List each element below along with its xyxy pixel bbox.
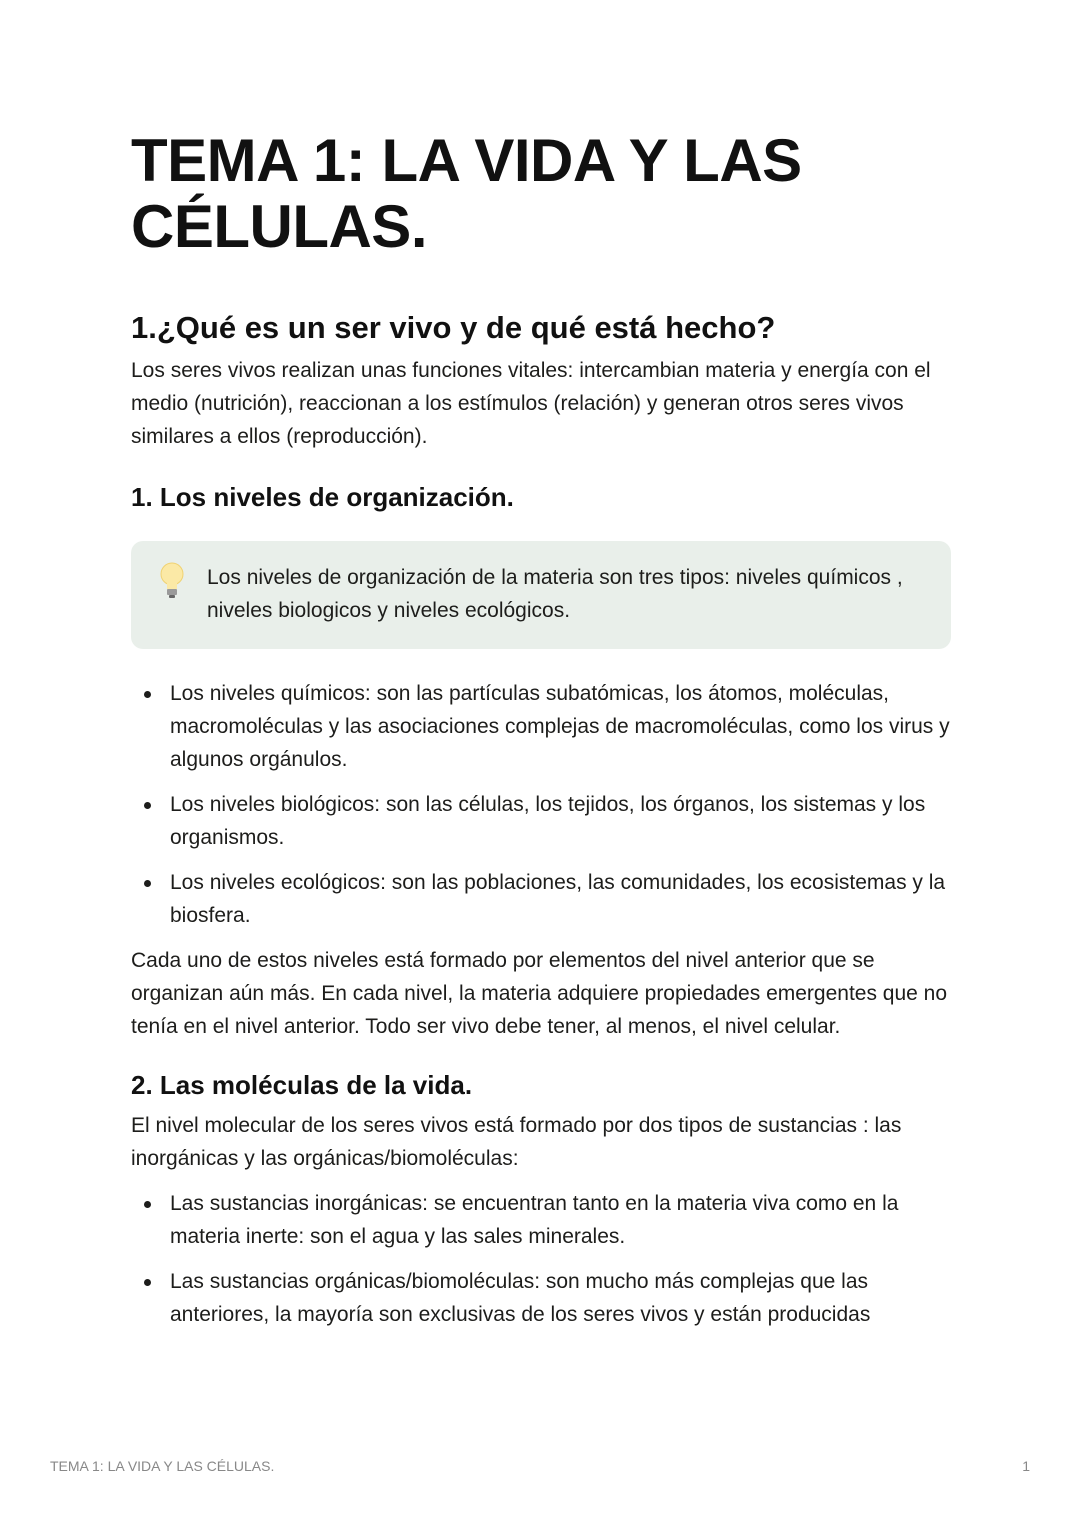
list-item: Las sustancias inorgánicas: se encuentran tanto en la materia viva como en la materia inerte: son el agua y las sales minerales. [131, 1187, 951, 1253]
list-item: Los niveles ecológicos: son las poblaciones, las comunidades, los ecosistemas y la biosfera. [131, 866, 951, 932]
lightbulb-icon [157, 561, 187, 601]
list-item: Los niveles biológicos: son las células, los tejidos, los órganos, los sistemas y los organismos. [131, 788, 951, 854]
bullet-list [131, 1187, 951, 1331]
page-number: 1 [1022, 1458, 1030, 1474]
subsection-heading: 1. Los niveles de organización. [131, 482, 514, 512]
document-body [131, 128, 951, 1343]
paragraph: Cada uno de estos niveles está formado por elementos del nivel anterior que se organizan aún más. En cada nivel, la materia adquiere propiedades emergentes que no tenía en el nivel anterior. Todo ser vivo debe tener, al menos, el nivel celular. [131, 949, 948, 1038]
footer-title: TEMA 1: LA VIDA Y LAS CÉLULAS. [50, 1458, 275, 1474]
bullet-list [131, 677, 951, 932]
subsection-heading: 2. Las moléculas de la vida. [131, 1070, 473, 1100]
list-item: Las sustancias orgánicas/biomoléculas: son mucho más complejas que las anteriores, la mayoría son exclusivas de los seres vivos y están producidas [131, 1265, 951, 1331]
paragraph: El nivel molecular de los seres vivos está formado por dos tipos de sustancias : las inorgánicas y las orgánicas/biomoléculas: [131, 1114, 902, 1170]
page-title: TEMA 1: LA VIDA Y LAS CÉLULAS. [131, 127, 802, 260]
section-heading: 1.¿Qué es un ser vivo y de qué está hecho? [131, 310, 776, 345]
callout-text: Los niveles de organización de la materia son tres tipos: niveles químicos , niveles biologicos y niveles ecológicos. [207, 566, 903, 622]
callout [131, 541, 951, 649]
list-item: Los niveles químicos: son las partículas subatómicas, los átomos, moléculas, macromoléculas y las asociaciones complejas de macromoléculas, como los virus y algunos orgánulos. [131, 677, 951, 776]
paragraph: Los seres vivos realizan unas funciones vitales: intercambian materia y energía con el medio (nutrición), reaccionan a los estímulos (relación) y generan otros seres vivos similares a ellos (reproducción). [131, 359, 931, 448]
